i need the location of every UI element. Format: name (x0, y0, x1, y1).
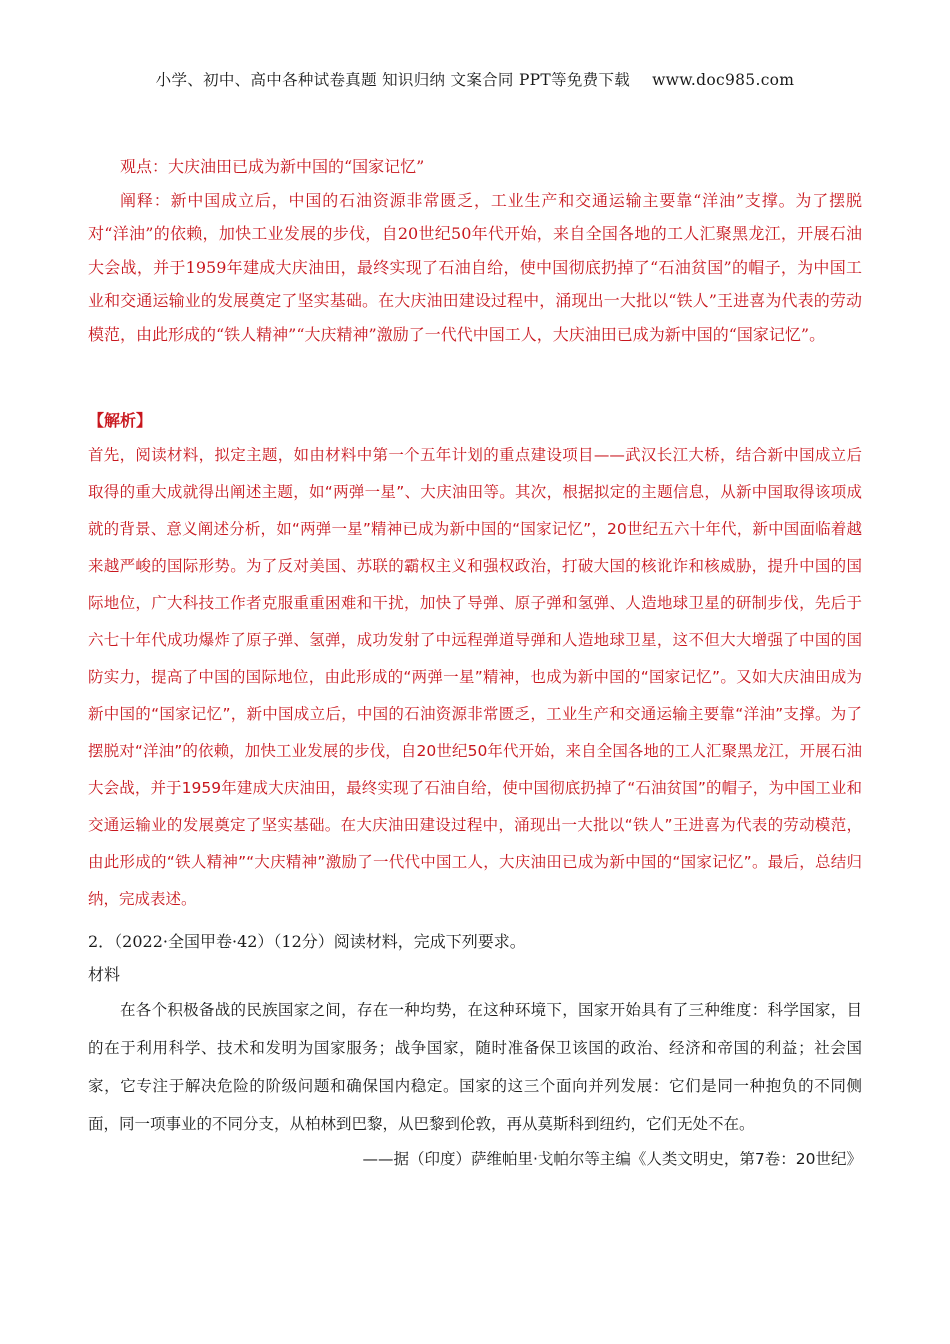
material-source: ——据（印度）萨维帕里·戈帕尔等主编《人类文明史，第7卷：20世纪》 (362, 1150, 862, 1168)
analysis-text: 首先，阅读材料，拟定主题，如由材料中第一个五年计划的重点建设项目——武汉长江大桥，结合新中国成立后取得的重大成就得出阐述主题，如“两弹一星”、大庆油田等。其次，根据拟定的主题信息，从新中国取得该项成就的背景、意义阐述分析，如“两弹一星”精神已成为新中国的“国家记忆”，20世纪五六十年代，新中国面临着越来越严峻的国际形势。为了反对美国、苏联的霸权主义和强权政治，打破大国的核讹诈和核威胁，提升中国的国际地位，广大科技工作者克服重重困难和干扰，加快了导弹、原子弹和氢弹、人造地球卫星的研制步伐，先后于六七十年代成功爆炸了原子弹、氢弹，成功发射了中远程弹道导弹和人造地球卫星，这不但大大增强了中国的国防实力，提高了中国的国际地位，由此形成的“两弹一星”精神，也成为新中国的“国家记忆”。又如大庆油田成为新中国的“国家记忆”，新中国成立后，中国的石油资源非常匮乏，工业生产和交通运输主要靠“洋油”支撑。为了摆脱对“洋油”的依赖，加快工业发展的步伐，自20世纪50年代开始，来自全国各地的工人汇聚黑龙江，开展石油大会战，并于1959年建成大庆油田，最终实现了石油自给，使中国彻底扔掉了“石油贫国”的帽子，为中国工业和交通运输业的发展奠定了坚实基础。在大庆油田建设过程中，涌现出一大批以“铁人”王进喜为代表的劳动模范，由此形成的“铁人精神”“大庆精神”激励了一代代中国工人，大庆油田已成为新中国的“国家记忆”。最后，总结归纳，完成表述。 (88, 446, 862, 908)
explanation: 阐释：新中国成立后，中国的石油资源非常匮乏，工业生产和交通运输主要靠“洋油”支撑。为了摆脱对“洋油”的依赖，加快工业发展的步伐，自20世纪50年代开始，来自全国各地的工人汇聚黑龙江，开展石油大会战，并于1959年建成大庆油田，最终实现了石油自给，使中国彻底扔掉了“石油贫国”的帽子，为中国工业和交通运输业的发展奠定了坚实基础。在大庆油田建设过程中，涌现出一大批以“铁人”王进喜为代表的劳动模范，由此形成的“铁人精神”“大庆精神”激励了一代代中国工人，大庆油田已成为新中国的“国家记忆”。 (88, 190, 862, 344)
question-stem: 2．（2022·全国甲卷·42）（12分）阅读材料，完成下列要求。 (88, 932, 526, 951)
material-label: 材料 (88, 965, 121, 984)
header-text: 小学、初中、高中各种试卷真题 知识归纳 文案合同 PPT等免费下载 (155, 71, 631, 89)
question-2 (88, 925, 862, 1176)
answer-section (88, 150, 862, 351)
analysis-title: 【解析】 (88, 411, 153, 430)
material-text: 在各个积极备战的民族国家之间，存在一种均势，在这种环境下，国家开始具有了三种维度：科学国家，目的在于利用科学、技术和发明为国家服务；战争国家，随时准备保卫该国的政治、经济和帝国的利益；社会国家，它专注于解决危险的阶级问题和确保国内稳定。国家的这三个面向并列发展：它们是同一种抱负的不同侧面，同一项事业的不同分支，从柏林到巴黎，从巴黎到伦敦，再从莫斯科到纽约，它们无处不在。 (88, 1001, 862, 1133)
header-site-link[interactable]: www.doc985.com (652, 71, 795, 89)
viewpoint: 观点：大庆油田已成为新中国的“国家记忆” (120, 157, 425, 176)
page-header (0, 68, 950, 90)
analysis-section (88, 404, 862, 918)
